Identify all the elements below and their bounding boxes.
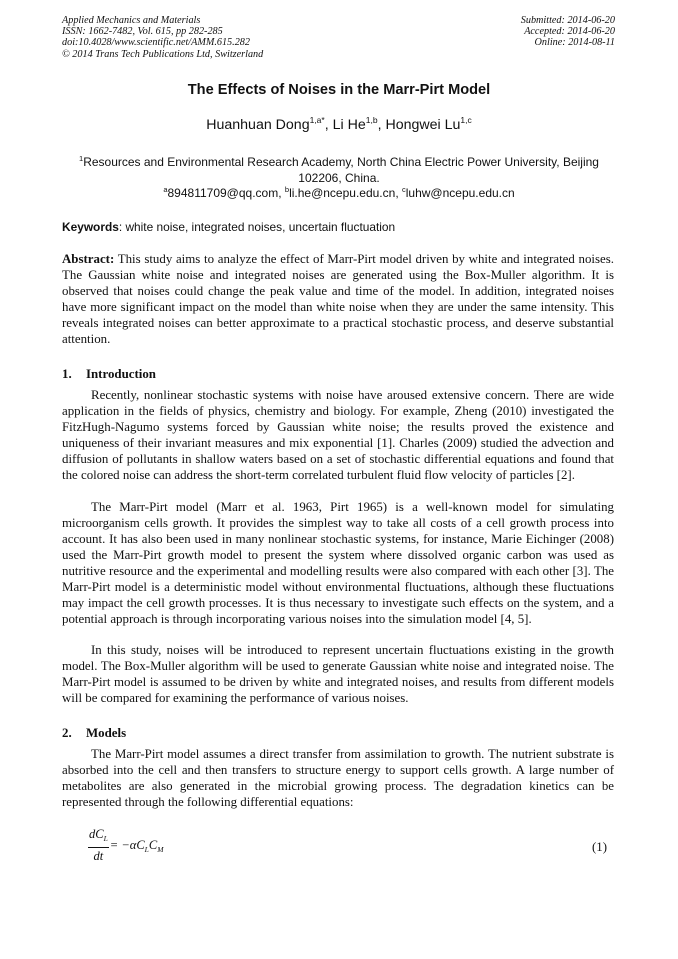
keywords-label: Keywords xyxy=(62,220,119,234)
section-number: 1. xyxy=(62,367,72,381)
email-link[interactable]: 894811709@qq.com xyxy=(167,186,279,200)
section-number: 2. xyxy=(62,726,72,740)
intro-paragraph-1: Recently, nonlinear stochastic systems with noise have aroused extensive concern. There are wide application in the fields of physics, chemistry and biology. For example, Zheng (2010) investigated the FitzHugh-Nagumo systems forced by Gaussian white noise; the results proved the existence and uniqueness of their invariant measures and mix exponential [1]. Charles (2009) studied the advection and diffusion of pollutants in shallow waters based on a set of stochastic differential equations and found that the colored noise can address the short-term correlated turbulent fluid flow velocity of particles [2]. xyxy=(62,388,614,483)
rhs-subscript: L xyxy=(144,844,149,854)
author-separator: , xyxy=(377,117,386,133)
author-affil-marker: 1,c xyxy=(460,115,472,125)
author-name: Huanhuan Dong xyxy=(206,117,310,133)
email-marker: a xyxy=(163,185,168,194)
rhs-term: C xyxy=(148,837,158,852)
email-separator: , xyxy=(278,186,285,200)
abstract-text: This study aims to analyze the effect of Marr-Pirt model driven by white and integrated noises. The Gaussian white noise and integrated noises are generated using the Box-Muller algorithm. It is observed that noises could change the peak value and time of the model. In addition, integrated noises have more significant impact on the model than white noise when they are under the same intensity. This reveals integrated noises can better approximate to a practical stochastic process, and deserve substantial attention. xyxy=(62,252,614,347)
author-name: Hongwei Lu xyxy=(385,117,461,133)
rhs-prefix: = −αC xyxy=(109,837,145,852)
rhs-subscript: M xyxy=(157,844,164,854)
email-link[interactable]: luhw@ncepu.edu.cn xyxy=(405,186,515,200)
affil-marker: 1 xyxy=(79,154,84,163)
section-title: Introduction xyxy=(86,367,156,381)
email-marker: b xyxy=(284,185,290,194)
equation-fraction xyxy=(88,827,109,864)
journal-doi: doi:10.4028/www.scientific.net/AMM.615.282 xyxy=(62,37,250,49)
author-separator: , xyxy=(324,117,333,133)
affiliation-text: Resources and Environmental Research Academy, North China Electric Power University, Beijing 102206, China. xyxy=(83,155,599,185)
numerator-subscript: L xyxy=(103,834,108,843)
keywords-text: : white noise, integrated noises, uncertain fluctuation xyxy=(118,220,396,234)
equation-rhs xyxy=(110,838,164,854)
intro-paragraph-3: In this study, noises will be introduced to represent uncertain fluctuations existing in the growth model. The Box-Muller algorithm will be used to generate Gaussian white noise and integrated noise. The Marr-Pirt model is assumed to be driven by white and integrated noises, and results from different models will be compared for examining the performance of various noises. xyxy=(62,643,614,706)
equation-denominator: dt xyxy=(93,849,104,863)
journal-name: Applied Mechanics and Materials xyxy=(62,15,201,26)
abstract-label: Abstract: xyxy=(62,252,115,266)
journal-copyright: © 2014 Trans Tech Publications Ltd, Switzerland xyxy=(62,48,264,60)
journal-info xyxy=(62,15,263,60)
email-link[interactable]: li.he@ncepu.edu.cn xyxy=(289,186,396,200)
models-paragraph-1: The Marr-Pirt model assumes a direct transfer from assimilation to growth. The nutrient substrate is absorbed into the cell and then transfers to structure energy to support cells growth. A large number of metabolites are also generated in the microbial growing process. The degradation kinetics can be represented through the following differential equations: xyxy=(62,747,614,810)
abstract xyxy=(62,251,614,347)
email-marker: c xyxy=(402,185,406,194)
affiliation-line xyxy=(62,155,616,186)
section-title: Models xyxy=(86,726,127,740)
section-heading-models xyxy=(62,726,126,741)
keywords xyxy=(62,220,395,234)
numerator-text: dC xyxy=(89,827,104,841)
author-affil-marker: 1,b xyxy=(365,115,378,125)
section-heading-introduction xyxy=(62,367,156,382)
accepted-date: Accepted: 2014-06-20 xyxy=(524,26,615,38)
intro-paragraph-2: The Marr-Pirt model (Marr et al. 1963, Pirt 1965) is a well-known model for simulating microorganism cells growth. It provides the simplest way to take all costs of a cell growth process into account. It has also been used in many nonlinear stochastic systems, for instance, Marie Eichinger (2008) used the Marr-Pirt growth model to present the system where dissolved organic carbon was used as nutritive resource and the experimental and modelling results were also compared with each other [3]. The Marr-Pirt model is a deterministic model without environmental fluctuations, although these fluctuations may impact the cell growth processes. It is thus necessary to investigate such effects on the system, and a potential approach is through incorporating various noises into the simulation model [4, 5]. xyxy=(62,500,614,627)
email-line xyxy=(62,186,616,202)
paper-title: The Effects of Noises in the Marr-Pirt Model xyxy=(187,82,491,98)
equation-1 xyxy=(88,827,163,864)
submitted-date: Submitted: 2014-06-20 xyxy=(520,15,615,26)
equation-numerator xyxy=(88,827,109,848)
email-separator: , xyxy=(395,186,402,200)
author-affil-marker: 1,a* xyxy=(309,115,325,125)
online-date: Online: 2014-08-11 xyxy=(534,37,615,49)
author-list xyxy=(0,117,678,133)
equation-number: (1) xyxy=(591,840,607,854)
journal-issn: ISSN: 1662-7482, Vol. 615, pp 282-285 xyxy=(62,26,223,38)
author-name: Li He xyxy=(332,117,366,133)
publication-dates xyxy=(521,15,615,49)
affiliation xyxy=(62,155,616,202)
